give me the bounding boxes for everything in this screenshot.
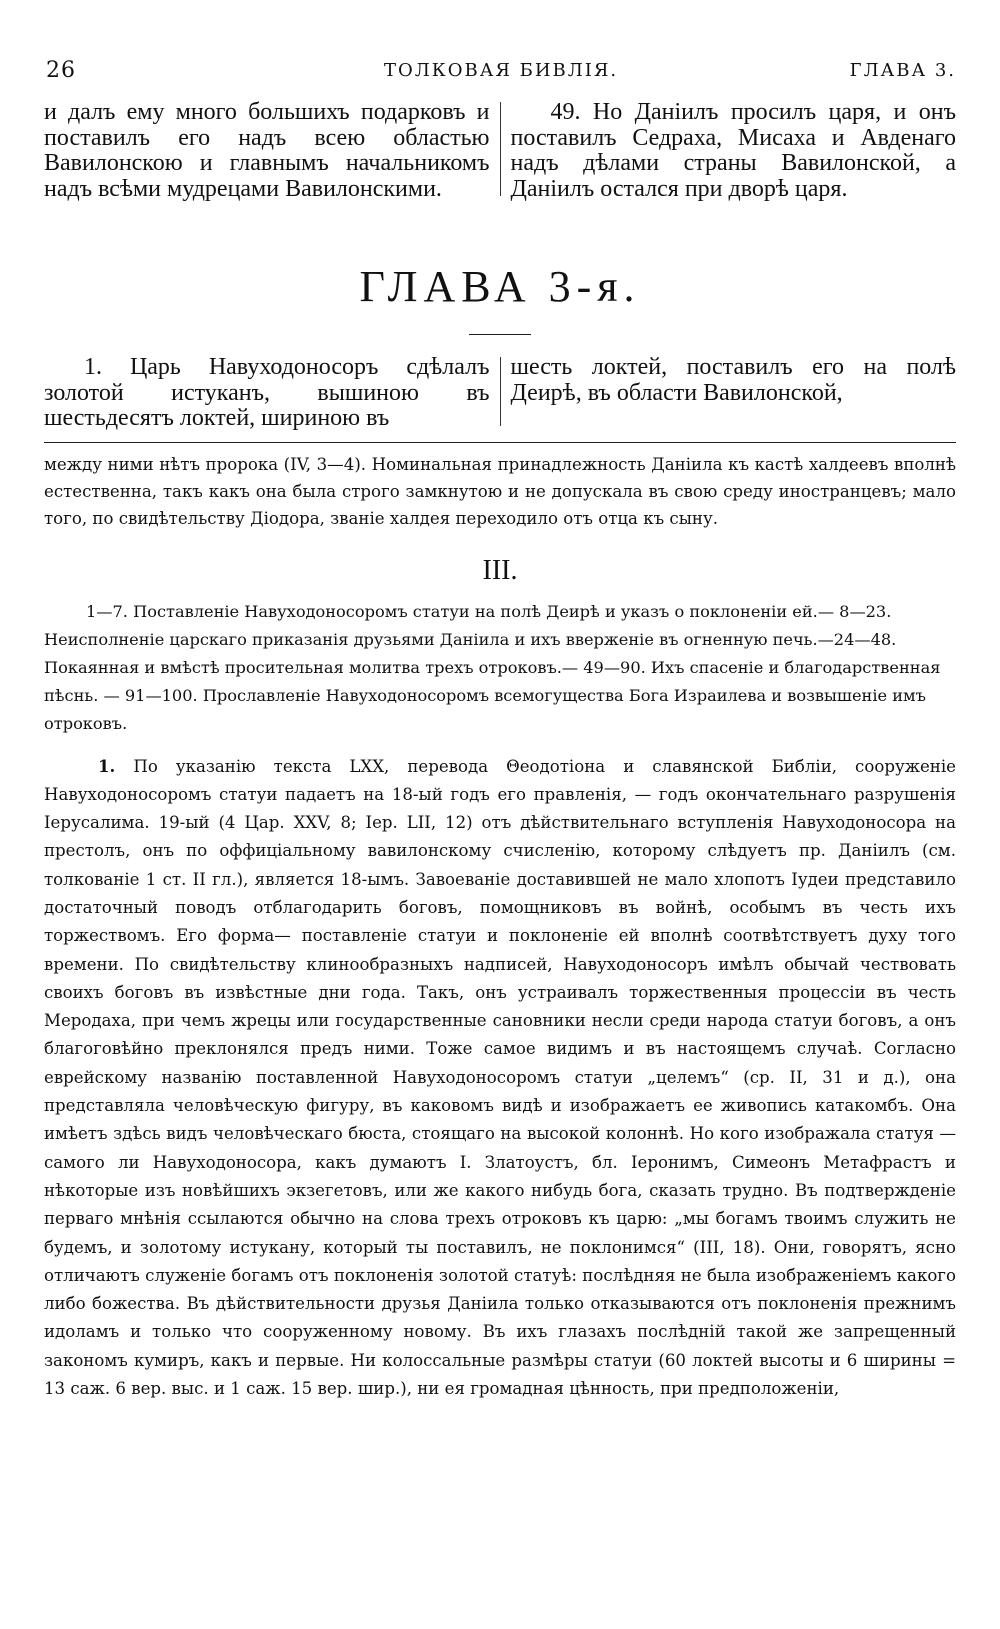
commentary-verse-1 — [44, 752, 956, 1404]
verse-1-block — [44, 355, 956, 432]
intro-right-column — [511, 100, 957, 202]
intro-left-column — [44, 100, 490, 202]
commentary-continuation: между ними нѣтъ пророка (IV, 3—4). Номинальная принадлежность Даніила къ кастѣ халдеевъ вполнѣ естественна, такъ какъ она была строго замкнутою и не допускала въ свою среду иностранцевъ; мало того, по свидѣтельству Діодора, званіе халдея переходило отъ отца къ сыну. — [44, 454, 956, 528]
verse-1-left-column — [44, 355, 490, 432]
book-title: ТОЛКОВАЯ БИВЛІЯ. — [384, 60, 619, 81]
column-divider — [500, 357, 501, 426]
chapter-label: ГЛАВА 3. — [849, 60, 956, 81]
running-header — [44, 50, 956, 86]
commentary-rule — [44, 442, 956, 443]
verse-1-start: 1. Царь Навуходоносоръ сдѣлалъ золотой истуканъ, вышиною въ шестьдесятъ локтей, шириною въ — [44, 354, 490, 431]
title-rule — [469, 334, 531, 335]
page-number: 26 — [46, 58, 76, 83]
column-divider — [500, 102, 501, 196]
section-numeral: III. — [482, 554, 518, 586]
verse-1-end: шесть локтей, поставилъ его на полѣ Деирѣ, въ области Вавилонской, — [510, 354, 956, 406]
chapter-title: ГЛАВА 3-я. — [359, 262, 641, 311]
chapter-summary: 1—7. Поставленіе Навуходоносоромъ статуи на полѣ Деирѣ и указъ о поклоненіи ей.— 8—23. Неисполненіе царскаго приказанія друзьями Даніила и ихъ вверженіе въ огненную печь.—24—48. Покаянная и вмѣстѣ просительная молитва трехъ отроковъ.— 49—90. Ихъ спасеніе и благодарственная пѣснь. — 91—100. Прославленіе Навуходоносоромъ всемогущества Бога Израилева и возвышеніе имъ отроковъ. — [44, 601, 941, 733]
commentary-text: По указанію текста LXX, перевода Θеодотіона и славянской Библіи, сооруженіе Навуходоносоромъ статуи падаетъ на 18-ый годъ его правленія, — годъ окончательнаго разрушенія Іерусалима. 19-ый (4 Цар. XXV, 8; Іер. LII, 12) отъ дѣйствительнаго вступленія Навуходоносора на престолъ, онъ по оффиціальному вавилонскому счисленію, которому слѣдуетъ пр. Даніилъ (см. толкованіе 1 ст. II гл.), является 18-ымъ. Завоеваніе доставившей не мало хлопотъ Іудеи представило достаточный поводъ отблагодарить боговъ, помощниковъ въ войнѣ, особымъ въ честь ихъ торжествомъ. Его форма— поставленіе статуи и поклоненіе ей вполнѣ соотвѣтствуетъ духу того времени. По свидѣтельству клинообразныхъ надписей, Навуходоносоръ имѣлъ обычай чествовать своихъ боговъ въ извѣстные дни года. Такъ, онъ устраивалъ торжественныя процессіи въ честь Меродаха, при чемъ жрецы или государственные сановники несли среди народа статуи боговъ, а онъ благоговѣйно преклонялся предъ ними. Тоже самое видимъ и въ настоящемъ случаѣ. Согласно еврейскому названію поставленной Навуходоносоромъ статуи „целемъ“ (ср. II, 31 и д.), она представляла человѣческую фигуру, въ каковомъ видѣ и изображаетъ ее живопись катакомбъ. Она имѣетъ здѣсь видъ человѣческаго бюста, стоящаго на высокой колоннѣ. Но кого изображала статуя — самого ли Навуходоносора, какъ думаютъ І. Златоустъ, бл. Іеронимъ, Симеонъ Метафрастъ и нѣкоторые изъ новѣйшихъ экзегетовъ, или же какого нибудь бога, сказать трудно. Въ подтвержденіе перваго мнѣнія ссылаются обычно на слова трехъ отроковъ къ царю: „мы богамъ твоимъ служить не будемъ, и золотому истукану, который ты поставилъ, не поклонимся“ (III, 18). Они, говорятъ, ясно отличаютъ служеніе богамъ отъ поклоненія золотой статуѣ: послѣдняя не была изображеніемъ какого либо божества. Въ дѣйствительности друзья Даніила только отказываются отъ поклоненія прежнимъ идоламъ и только что сооруженному новому. Въ ихъ глазахъ послѣдній такой же запрещенный закономъ кумиръ, какъ и первые. Ни колоссальные размѣры статуи (60 локтей высоты и 6 ширины = 13 саж. 6 вер. выс. и 1 саж. 15 вер. шир.), ни ея громадная цѣнность, при предположеніи, — [44, 756, 956, 1399]
page — [44, 50, 956, 1403]
verse-49: 49. Но Даніилъ просилъ царя, и онъ поставилъ Седраха, Мисаха и Авденаго надъ дѣлами страны Вавилонской, а Даніилъ остался при дворѣ царя. — [510, 99, 956, 202]
intro-verses — [44, 100, 956, 202]
verse-number: 1. — [98, 755, 116, 776]
verse-48-end: и далъ ему много большихъ подарковъ и поставилъ его надъ всею областью Вавилонскою и главнымъ начальникомъ надъ всѣми мудрецами Вавилонскими. — [44, 99, 490, 202]
verse-1-right-column — [511, 355, 957, 432]
